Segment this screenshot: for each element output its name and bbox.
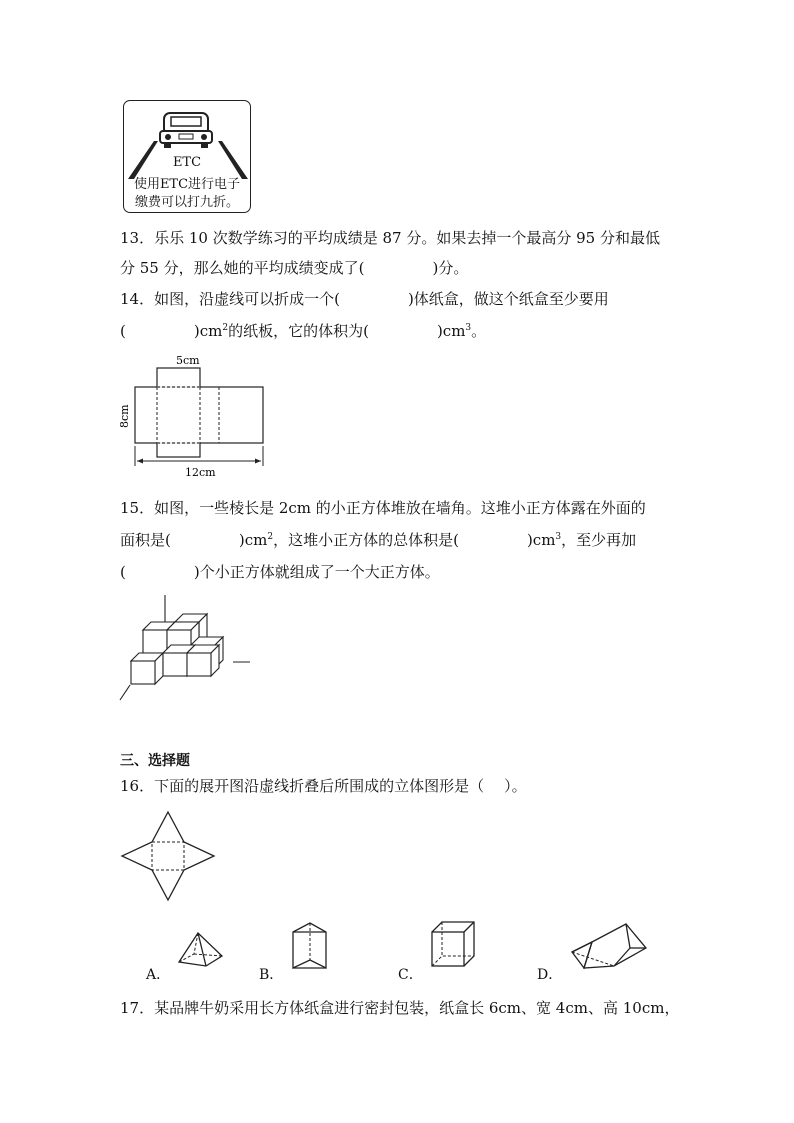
q15-line-1: 15．如图，一些棱长是 2cm 的小正方体堆放在墙角。这堆小正方体露在外面的 [120,499,646,517]
q17-line-1: 17．某品牌牛奶采用长方体纸盒进行密封包装，纸盒长 6cm、宽 4cm、高 10cm， [120,999,680,1017]
net-left-dimension: 8cm [118,404,131,428]
option-a-pyramid-icon[interactable] [176,930,226,970]
pyramid-net-figure [120,810,216,902]
option-d-lying-prism-icon[interactable] [568,920,650,972]
option-b-triangular-prism-icon[interactable] [290,920,330,972]
etc-sign [123,100,251,213]
q14-line-1: 14．如图，沿虚线可以折成一个( )体纸盒，做这个纸盒至少要用 [120,290,609,308]
q15-line-2: 面积是( )$cm^2$，这堆小正方体的总体积是( )$cm^3$，至少再加 [120,531,637,549]
option-b-label[interactable]: B． [259,967,284,983]
option-c-label[interactable]: C． [398,967,423,983]
section-3-title: 三、选择题 [120,753,190,769]
option-c-cube-icon[interactable] [428,918,478,970]
q14-line-2: ( )$cm^2$的纸板，它的体积为( )$cm^3$。 [120,322,487,340]
option-a-label[interactable]: A． [146,967,171,983]
net-top-dimension: 5cm [176,354,200,367]
q13-line-2: 分 55 分，那么她的平均成绩变成了( )分。 [120,259,469,277]
etc-line-2: 缴费可以打九折。 [134,195,239,210]
stacked-cubes-figure [115,590,260,705]
etc-line-1: 使用ETC进行电子 [133,177,241,192]
etc-label: ETC [172,155,202,170]
net-bottom-dimension: 12cm [185,466,216,479]
q16-text: 16．下面的展开图沿虚线折叠后所围成的立体图形是（ ）。 [120,777,527,795]
option-d-label[interactable]: D． [537,967,563,983]
q13-line-1: 13．乐乐 10 次数学练习的平均成绩是 87 分。如果去掉一个最高分 95 分和最低 [120,229,660,247]
q15-line-3: ( )个小正方体就组成了一个大正方体。 [120,563,440,581]
box-net-figure [115,350,275,480]
